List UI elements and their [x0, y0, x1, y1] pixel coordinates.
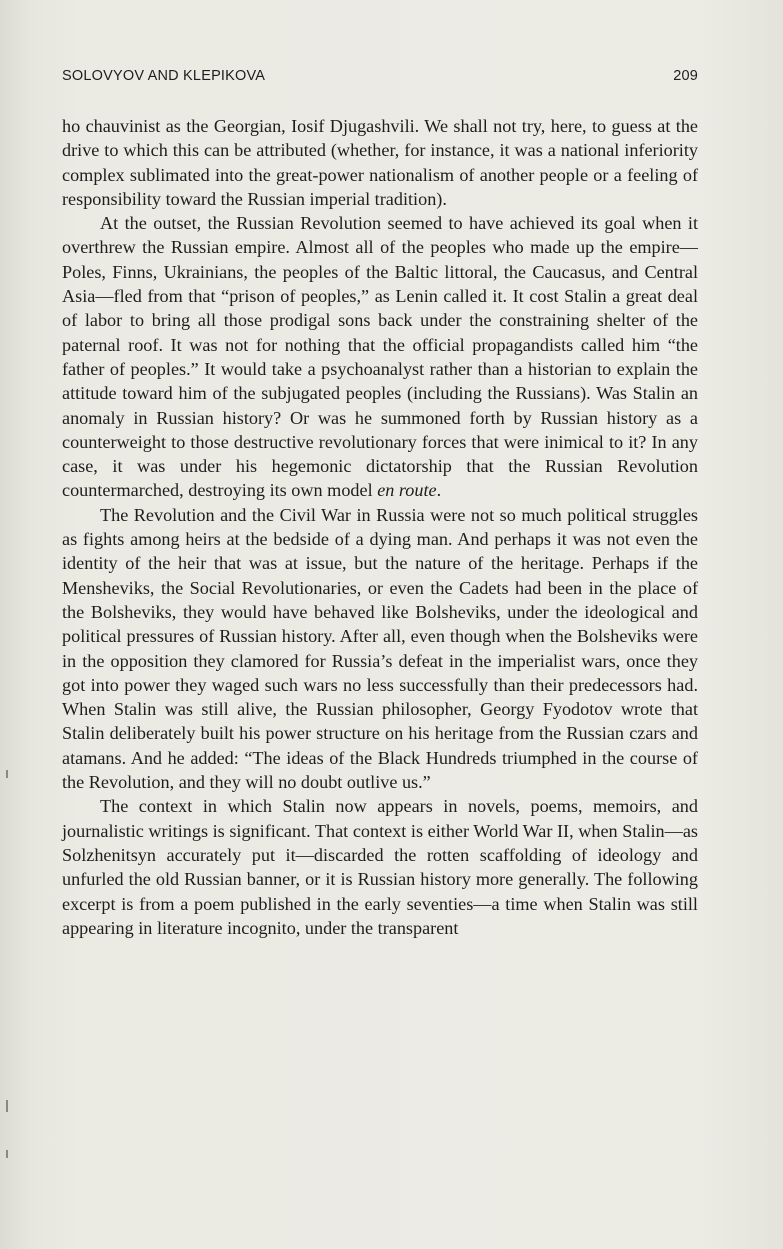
running-head — [62, 68, 698, 88]
text-segment: ho chauvinist as the Georgian, Iosif Djugashvili. We shall not try, here, to guess at the drive to which this can be attributed (whether, for instance, it was a national inferiority complex sublimated into the great-power nationalism of another people or a feeling of responsibility toward the Russian imperial tradition). — [62, 116, 698, 209]
page-number: 209 — [673, 68, 698, 84]
text-segment: The Revolution and the Civil War in Russia were not so much political struggles as fights among heirs at the bedside of a dying man. And perhaps it was not even the identity of the heir that was at issue, but the nature of the heritage. Perhaps if the Mensheviks, the Social Revolutionaries, or even the Cadets had been in the place of the Bolsheviks, they would have behaved like Bolsheviks, under the ideological and political pressures of Russian history. After all, even though when the Bolsheviks were in the opposition they clamored for Russia’s defeat in the imperialist wars, once they got into power they waged such wars no less successfully than their predecessors had. When Stalin was still alive, the Russian philosopher, Georgy Fyodotov wrote that Stalin deliberately built his power structure on his heritage from the Russian czars and atamans. And he added: “The ideas of the Black Hundreds triumphed in the course of the Revolution, and they will no doubt outlive us.” — [62, 504, 698, 793]
text-segment: The context in which Stalin now appears in novels, poems, memoirs, and journalistic writings is significant. That context is either World War II, when Stalin—as Solzhenitsyn accurately put it—discarded the rotten scaffolding of ideology and unfurled the old Russian banner, or it is Russian history more generally. The following excerpt is from a poem published in the early seventies—a time when Stalin was still appearing in literature incognito, under the transparent — [62, 796, 698, 938]
body-text — [62, 114, 698, 940]
page-edge-mark — [6, 770, 8, 778]
paragraph — [62, 211, 698, 503]
paragraph — [62, 503, 698, 795]
running-head-title: SOLOVYOV AND KLEPIKOVA — [62, 68, 266, 84]
page-edge-mark — [6, 1100, 8, 1112]
paragraph — [62, 794, 698, 940]
italic-text: en route — [377, 480, 437, 501]
page-edge-mark — [6, 1150, 8, 1158]
text-segment: At the outset, the Russian Revolution seemed to have achieved its goal when it overthrew the Russian empire. Almost all of the peoples who made up the empire—Poles, Finns, Ukrainians, the peoples of the Baltic littoral, the Caucasus, and Central Asia—fled from that “prison of peoples,” as Lenin called it. It cost Stalin a great deal of labor to bring all those prodigal sons back under the constraining shelter of the paternal roof. It was not for nothing that the official propagandists called him “the father of peoples.” It would take a psychoanalyst rather than a historian to explain the attitude toward him of the subjugated peoples (including the Russians). Was Stalin an anomaly in Russian history? Or was he summoned forth by Russian history as a counterweight to those destructive revolutionary forces that were inimical to it? In any case, it was under his hegemonic dictatorship that the Russian Revolution countermarched, destroying its own model — [62, 213, 698, 501]
paragraph — [62, 114, 698, 211]
text-segment: . — [436, 480, 442, 501]
